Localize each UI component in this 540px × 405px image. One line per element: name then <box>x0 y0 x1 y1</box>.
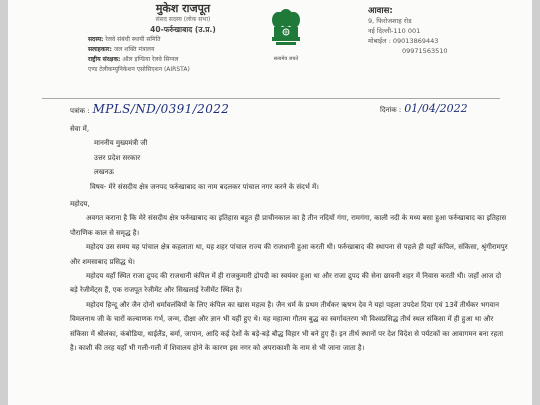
letterhead-line <box>88 65 278 75</box>
line-text: ऑल इण्डिया रेलवे सिग्नल <box>122 56 179 63</box>
line-text: एण्ड टेलीकम्युनिकेशन एसोसिएशन (AIRSTA) <box>88 66 190 73</box>
letterhead-left <box>88 2 278 75</box>
letterhead-line <box>88 35 278 45</box>
mp-constituency: 40-फर्रुखाबाद (उ.प्र.) <box>150 25 216 34</box>
body-paragraph: महोदय उस समय यह पांचाल क्षेत्र कहलाता था, यह शहर पांचाल राज्य की राजधानी हुआ करती थी। फर्रुखाबाद की स्थापना से पहले ही यहाँ कंपिल, संकिसा, श्रृंगीरामपुर और शमसाबाद प्रसिद्ध थे। <box>70 243 508 266</box>
recipient-line: उत्तर प्रदेश सरकार <box>94 153 141 162</box>
line-text: रेलवे संबंधी स्थायी समिति <box>105 36 161 43</box>
address-line: मोबाईल : 09013869443 <box>368 37 439 45</box>
letterhead-line <box>88 55 278 65</box>
address-line: 9, फिरोजशाह रोड <box>368 17 412 25</box>
line-label: राष्ट्रीय संरक्षक: <box>88 56 121 63</box>
address-heading: आवास: <box>368 6 393 16</box>
reference-label: पत्रांक : <box>70 107 90 115</box>
seva-me: सेवा में, <box>70 125 90 133</box>
date-label: दिनांक : <box>380 106 402 114</box>
body-paragraph: महोदय यहाँ स्थित राजा द्रुपद की राजधानी कंपिल में ही राजकुमारी द्रोपदी का स्वयंवर हुआ था और राजा द्रुपद की सेना छावनी शहर में निवास करती थी। जहाँ आज दो बड़े रेजीमेंट्स हैं, एक राजपूत रेजीमेंट और सिखलाई रेजीमेंट स्थित है। <box>70 272 502 295</box>
letter-date <box>380 102 468 115</box>
letterhead-divider <box>42 98 500 99</box>
line-text: जल शक्ति मंत्रालय <box>113 46 155 53</box>
reference-value: MPLS/ND/0391/2022 <box>92 102 230 116</box>
letterhead-line <box>88 45 278 55</box>
letterhead-address <box>368 6 528 56</box>
subject-line: विषय- मेरे संसदीय क्षेत्र जनपद फर्रुखाबाद का नाम बदलकर पांचाल नगर करने के संदर्भ में। <box>90 182 319 191</box>
address-line: 09971563510 <box>402 47 448 55</box>
letter-page <box>8 0 532 405</box>
salutation: महोदय, <box>70 200 90 209</box>
line-label: सदस्य: <box>88 36 104 43</box>
recipient-line: लखनऊ <box>94 168 114 177</box>
date-value: 01/04/2022 <box>404 102 468 115</box>
body-paragraph: महोदय हिन्दू और जैन दोनों धर्मावलंबियों के लिए कंपिल का खास महत्व है। जैन धर्म के प्रथम तीर्थंकर ऋषभ देव ने यहां पहला उपदेश दिया एवं 13वें तीर्थंकर भगवान विमलनाथ जी के चारों कल्याणक गर्भ, जन्म, दीक्षा और ज्ञान भी यहीं हुए थे। यह महात्मा गौतम बुद्ध का स्वर्गावतरण भी विश्वप्रसिद्ध तीर्थ स्थल संकिसा में ही हुआ था और संकिसा में श्रीलंका, कंबोडिया, थाईलैंड, बर्मा, जापान, आदि कई देशों के बड़े-बड़े बौद्ध विहार भी बने हुए हैं। इन तीर्थ स्थानों पर देश विदेश से पर्यटकों का आवागमन बना रहता है। काशी की तरह यहाँ भी गली-गली में शिवालय होने के कारण इस नगर को अपराकाशी के नाम से भी जाना जाता है। <box>70 300 504 353</box>
mp-designation: संसद सदस्य (लोक सभा) <box>155 16 211 23</box>
recipient-line: माननीय मुख्यमंत्री जी <box>94 139 148 148</box>
emblem-motto: सत्यमेव जयते <box>273 56 299 62</box>
line-label: सलाहकार: <box>88 46 112 53</box>
mp-name: मुकेश राजपूत <box>155 2 211 15</box>
letter-body <box>70 122 510 356</box>
address-line: नई दिल्ली-110 001 <box>368 27 421 35</box>
body-paragraph: अवगत कराना है कि मेरे संसदीय क्षेत्र फर्रुखाबाद का इतिहास बहुत ही प्राचीनकाल का है तीन नदियों गंगा, रामगंगा, काली नदी के मध्य बसा हुआ फर्रुखाबाद का इतिहास पौराणिक काल से समृद्ध है। <box>70 214 507 237</box>
reference-number <box>70 102 229 116</box>
